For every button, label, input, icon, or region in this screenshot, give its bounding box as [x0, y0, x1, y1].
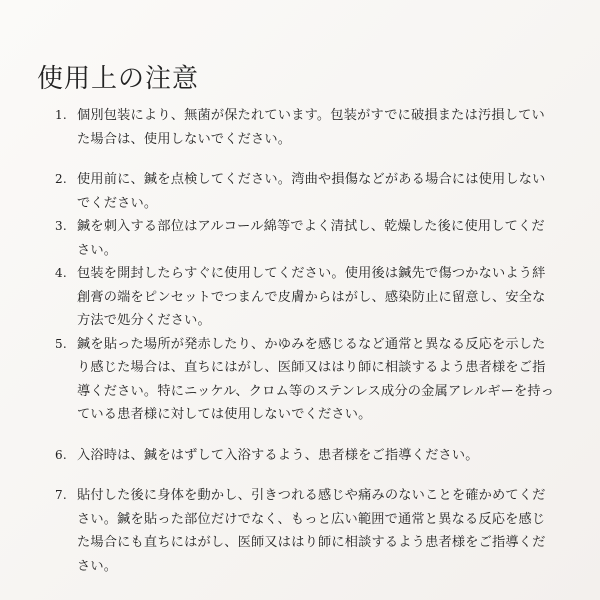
item-number: 5.	[55, 336, 67, 351]
item-number: 4.	[55, 266, 67, 280]
list-item	[55, 444, 555, 468]
item-text: 使用前に、鍼を点検してください。湾曲や損傷などがある場合には使用しないでください。	[77, 172, 546, 211]
item-text: 鍼を貼った場所が発赤したり、かゆみを感じるなど通常と異なる反応を示したり感じた場合は、直ちにはがし、医師又ははり師に相談するよう患者様をご指導ください。特にニッケル、クロム等のステンレス成分の金属アレルギーを持っている患者様に対しては使用しないでください。	[77, 336, 555, 422]
item-text: 入浴時は、鍼をはずして入浴するよう、患者様をご指導ください。	[77, 447, 479, 463]
item-number: 3.	[55, 219, 67, 233]
list-item	[55, 104, 555, 151]
item-number: 1.	[55, 108, 67, 122]
precautions-list	[55, 104, 555, 578]
item-text: 鍼を刺入する部位はアルコール綿等でよく清拭し、乾燥した後に使用してください。	[77, 219, 545, 258]
list-item	[55, 168, 555, 215]
item-text: 包装を開封したらすぐに使用してください。使用後は鍼先で傷つかないよう絆創膏の端をピンセットでつまんで皮膚からはがし、感染防止に留意し、安全な方法で処分ください。	[77, 266, 546, 328]
list-item	[55, 215, 555, 262]
list-item	[55, 262, 555, 333]
list-item	[55, 484, 555, 578]
item-text: 貼付した後に身体を動かし、引きつれる感じや痛みのないことを確かめてください。鍼を貼った部位だけでなく、もっと広い範囲で通常と異なる反応を感じた場合にも直ちにはがし、医師又ははり師に相談するよう患者様をご指導ください。	[77, 488, 546, 574]
item-number: 7.	[55, 488, 67, 502]
item-text: 個別包装により、無菌が保たれています。包装がすでに破損または汚損していた場合は、使用しないでください。	[77, 108, 545, 147]
page-title: 使用上の注意	[37, 64, 200, 94]
list-item	[55, 333, 555, 427]
item-number: 2.	[55, 172, 67, 186]
item-number: 6.	[55, 447, 67, 462]
